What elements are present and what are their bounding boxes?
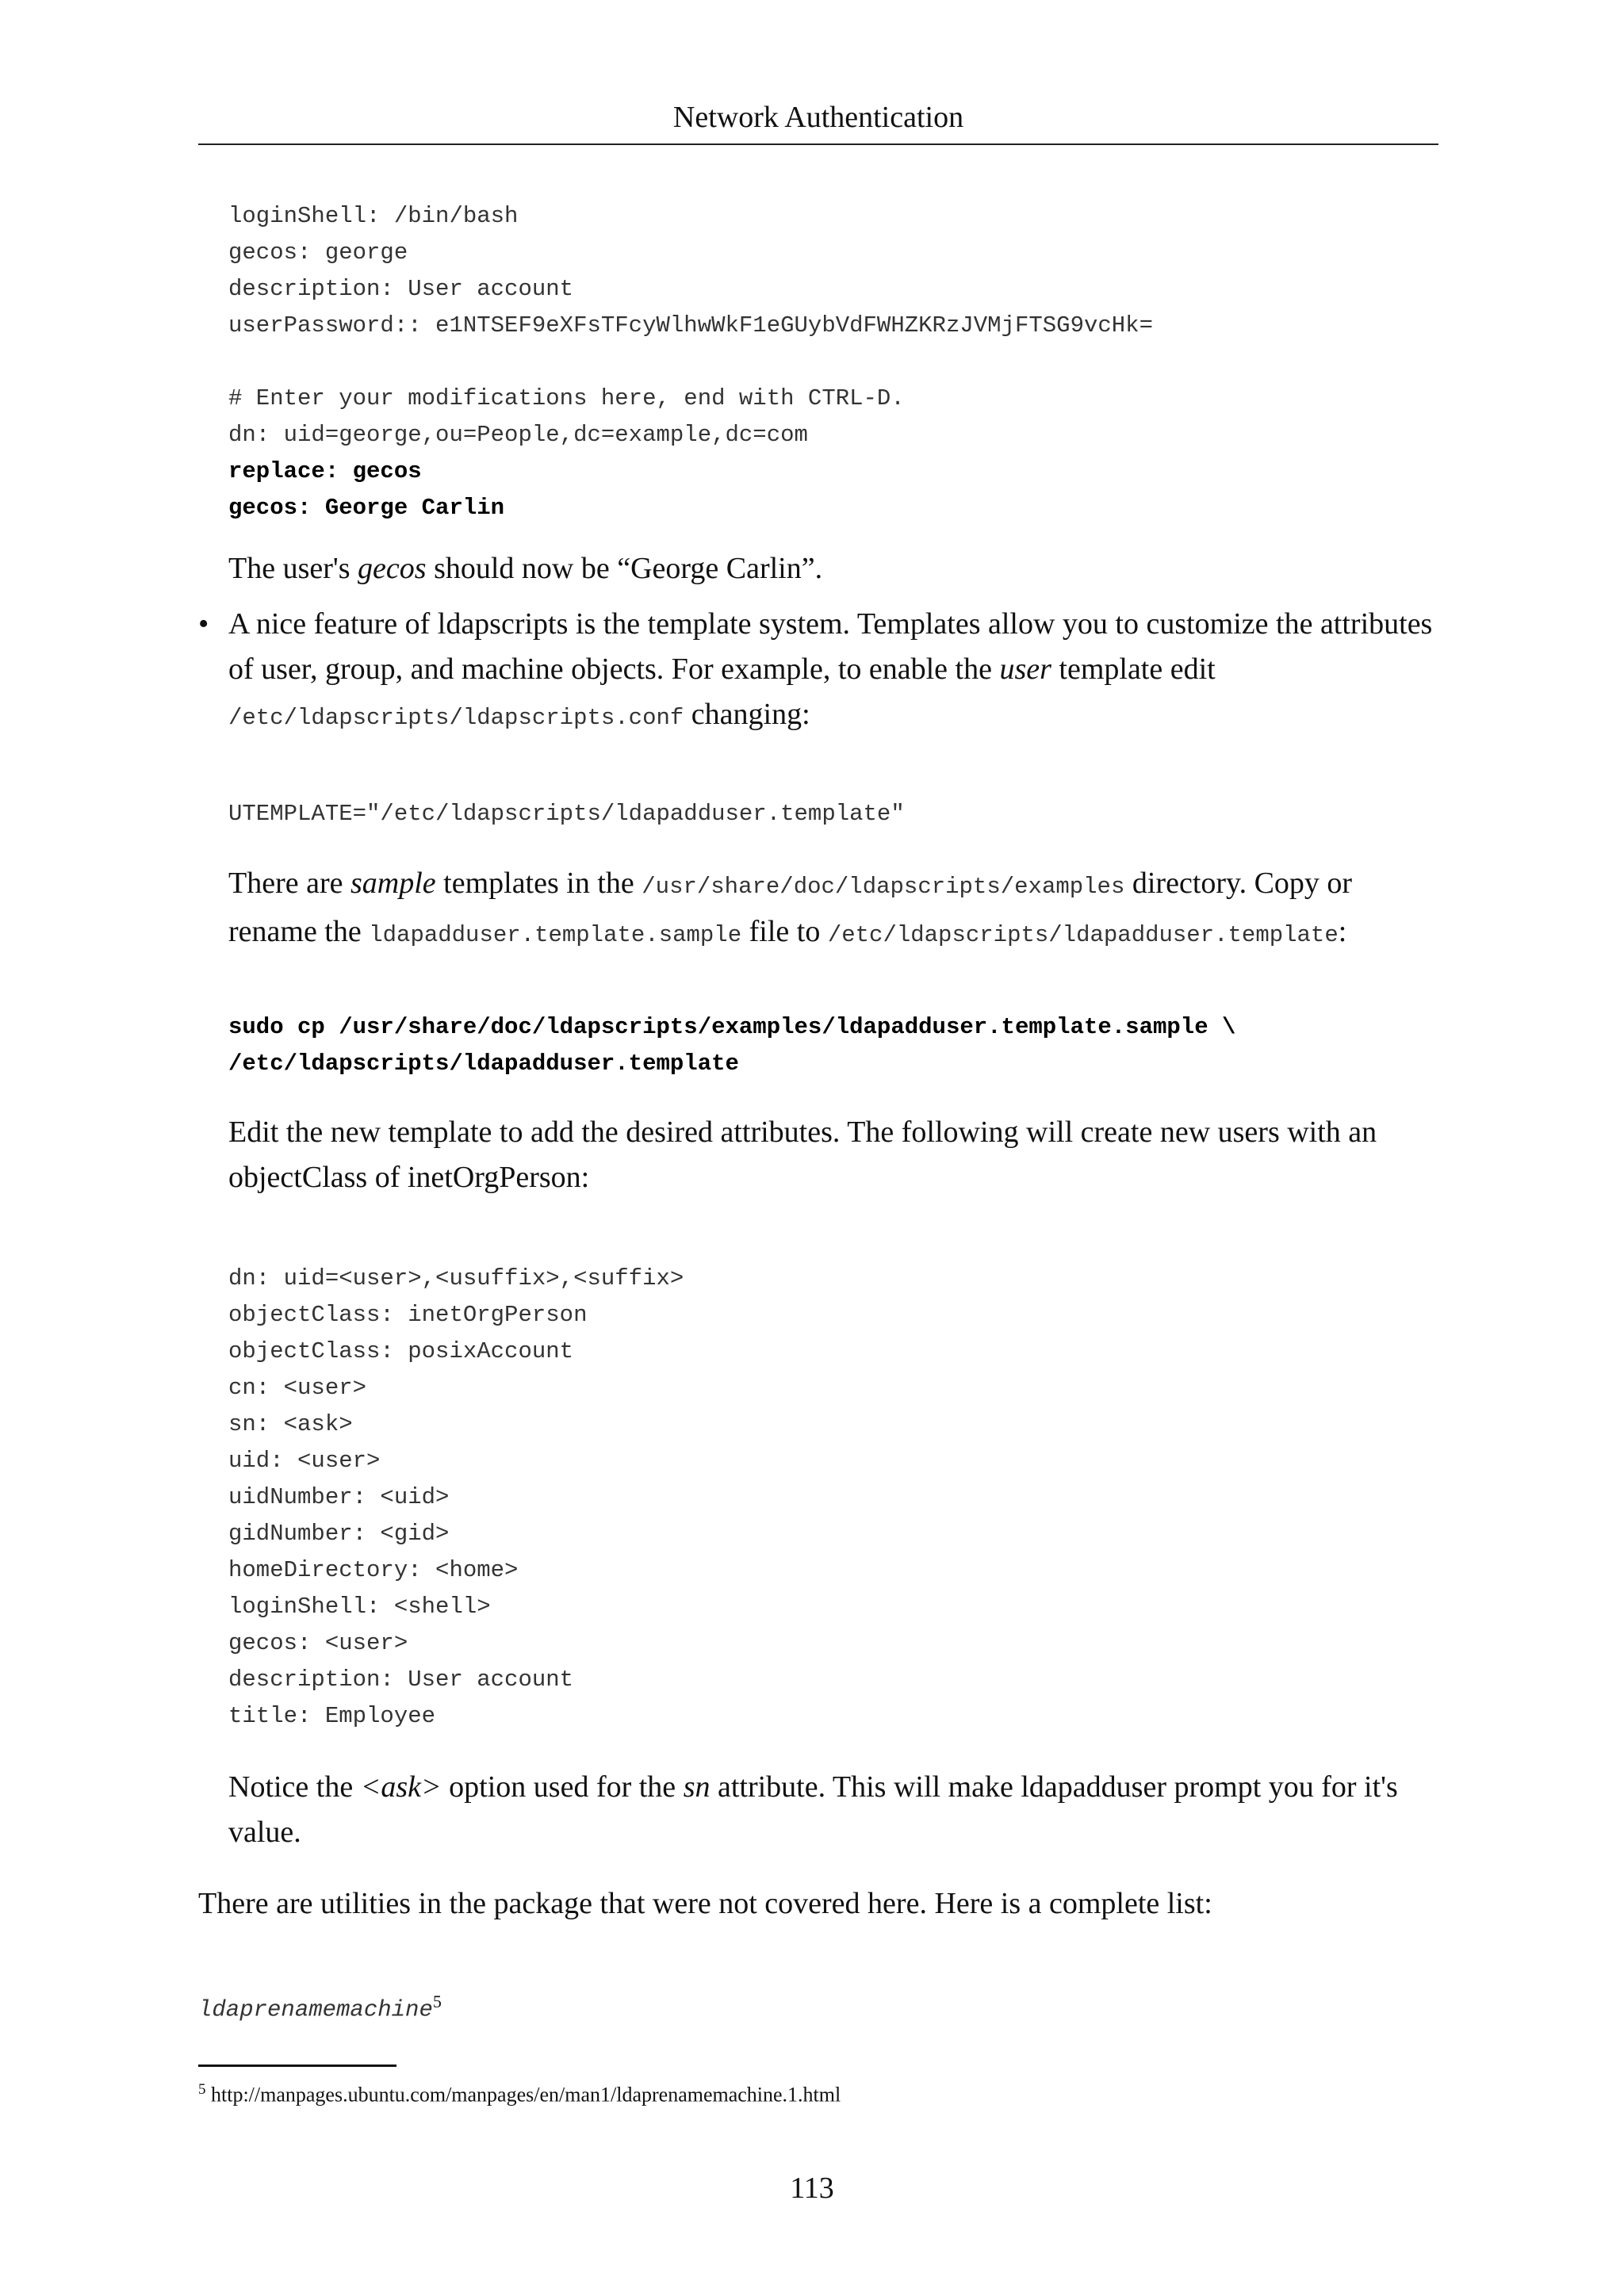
bullet-icon: • [198,607,209,641]
code-line-bold: gecos: George Carlin [228,495,505,521]
code-line: loginShell: <shell> [228,1594,491,1620]
code-line: gecos: george [228,239,408,266]
code-line: # Enter your modifications here, end with CTRL-D. [228,385,905,411]
code-line: uidNumber: <uid> [228,1484,450,1510]
code-line: UTEMPLATE="/etc/ldapscripts/ldapadduser.template" [228,801,905,827]
paragraph-samples: There are sample templates in the /usr/share/doc/ldapscripts/examples directory. Copy or rename the ldapadduser.template.sample file to /etc/ldapscripts/ldapadduser.template: [228,867,1353,948]
code-line-bold: sudo cp /usr/share/doc/ldapscripts/examples/ldapadduser.template.sample \ [228,1014,1236,1040]
inline-code-path: /usr/share/doc/ldapscripts/examples [642,874,1125,900]
code-line-bold: /etc/ldapscripts/ldapadduser.template [228,1050,739,1077]
inline-code-path: /etc/ldapscripts/ldapadduser.template [827,922,1339,948]
code-line-bold: replace: gecos [228,458,422,484]
footnote-link[interactable]: http://manpages.ubuntu.com/manpages/en/man1/ldaprenamemachine.1.html [211,2083,841,2107]
paragraph-templates: A nice feature of ldapscripts is the template system. Templates allow you to customize the attributes of user, group, and machine objects. For example, to enable the user template edit /etc/ldapscripts/ldapscripts.conf changing: [228,607,1433,731]
code-line: cn: <user> [228,1375,367,1401]
paragraph-edit-template: Edit the new template to add the desired attributes. The following will create new users with an objectClass of inetOrgPerson: [228,1115,1377,1194]
code-line: dn: uid=<user>,<usuffix>,<suffix> [228,1265,684,1292]
code-block-cp-command [228,1009,1235,1082]
code-line: userPassword:: e1NTSEF9eXFsTFcyWlhwWkF1eGUybVdFWHZKRzJVMjFTSG9vcHk= [228,312,1153,339]
code-line: description: User account [228,1667,574,1693]
code-line: homeDirectory: <home> [228,1557,519,1583]
paragraph-utilities: There are utilities in the package that were not covered here. Here is a complete list: [198,1887,1212,1920]
code-block-template [228,1261,684,1735]
inline-code-path: /etc/ldapscripts/ldapscripts.conf [228,705,684,731]
running-header: Network Authentication [672,101,964,134]
footnote-reference[interactable]: 5 [432,1992,442,2011]
footnote [198,2081,841,2107]
code-line: title: Employee [228,1703,436,1729]
page-number: 113 [790,2172,834,2205]
footnote-rule [198,2064,396,2067]
code-line: sn: <ask> [228,1411,353,1437]
code-line: dn: uid=george,ou=People,dc=example,dc=com [228,422,808,448]
header-rule [198,144,1438,145]
code-line: description: User account [228,276,574,302]
paragraph-gecos: The user's gecos should now be “George Carlin”. [228,552,823,585]
code-line: gidNumber: <gid> [228,1521,450,1547]
footnote-number: 5 [198,2081,206,2098]
code-line: objectClass: inetOrgPerson [228,1302,588,1328]
utility-name: ldaprenamemachine$^5$ [198,1992,442,2023]
code-line: gecos: <user> [228,1630,408,1656]
code-line: loginShell: /bin/bash [228,203,519,229]
code-block-ldapmodify [228,198,1153,526]
code-line: uid: <user> [228,1448,381,1474]
code-block-utemplate [228,796,905,832]
paragraph-notice: Notice the <ask> option used for the sn attribute. This will make ldapadduser prompt you for it's value. [228,1770,1398,1849]
inline-code-file: ldapadduser.template.sample [369,922,742,948]
code-line: objectClass: posixAccount [228,1338,574,1364]
